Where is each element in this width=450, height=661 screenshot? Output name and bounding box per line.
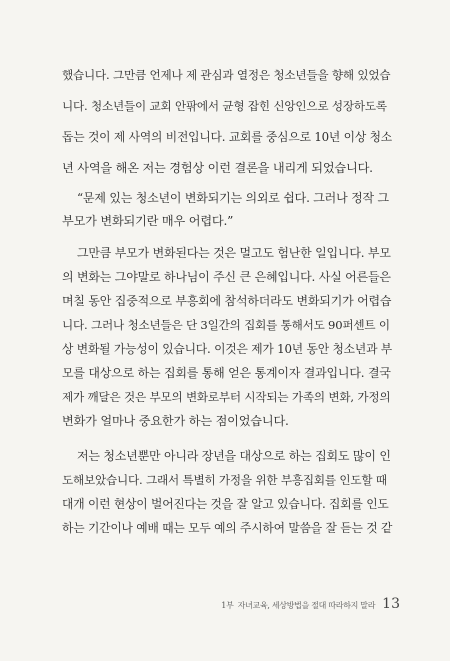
text-line: 돕는 것이 제 사역의 비전입니다. 교회를 중심으로 10년 이상 청소 (62, 130, 393, 144)
text-line: 제가 깨달은 것은 부모의 변화로부터 시작되는 가족의 변화, 가정의 (62, 390, 391, 404)
footer-running-title: 자녀교육, 세상방법을 절대 따라하지 말라 (237, 601, 376, 610)
text-line: 저는 청소년뿐만 아니라 장년을 대상으로 하는 집회도 많이 인 (77, 449, 391, 463)
text-line: 대개 이런 현상이 벌어진다는 것을 잘 알고 있습니다. 집회를 인도 (62, 497, 389, 511)
text-line: 상 변화될 가능성이 있습니다. 이것은 제가 10년 동안 청소년과 부 (62, 342, 393, 356)
text-line: 모를 대상으로 하는 집회를 통해 얻은 통계이자 결과입니다. 결국 (62, 366, 391, 380)
text-line: 며칠 동안 집중적으로 부흥회에 참석하더라도 변화되기가 어렵습 (62, 294, 392, 308)
text-line: 하는 기간이나 예배 때는 모두 예의 주시하여 말씀을 잘 듣는 것 같 (62, 521, 393, 535)
page-number: 13 (382, 596, 400, 612)
page-footer (221, 596, 400, 612)
quote-line: 부모가 변화되기란 매우 어렵다.” (62, 214, 234, 228)
text-line: 그만큼 부모가 변화된다는 것은 멀고도 험난한 일입니다. 부모 (77, 246, 391, 260)
text-line: 니다. 그러나 청소년들은 단 3일간의 집회를 통해서도 90퍼센트 이 (62, 318, 390, 332)
text-line: 년 사역을 해온 저는 경험상 이런 결론을 내리게 되었습니다. (62, 161, 373, 175)
text-line: 변화가 얼마나 중요한가 하는 점이었습니다. (62, 414, 289, 428)
text-line: 도해보았습니다. 그래서 특별히 가정을 위한 부흥집회를 인도할 때 (62, 473, 387, 487)
text-line: 의 변화는 그야말로 하나님이 주신 큰 은혜입니다. 사실 어른들은 (62, 270, 391, 284)
footer-part-label: 1부 (221, 601, 234, 610)
text-line: 했습니다. 그만큼 언제나 제 관심과 열정은 청소년들을 향해 있었습 (62, 68, 391, 82)
text-line: 니다. 청소년들이 교회 안팎에서 균형 잡힌 신앙인으로 성장하도록 (62, 99, 387, 113)
quote-line: “문제 있는 청소년이 변화되기는 의외로 쉽다. 그러나 정작 그 (77, 191, 389, 205)
